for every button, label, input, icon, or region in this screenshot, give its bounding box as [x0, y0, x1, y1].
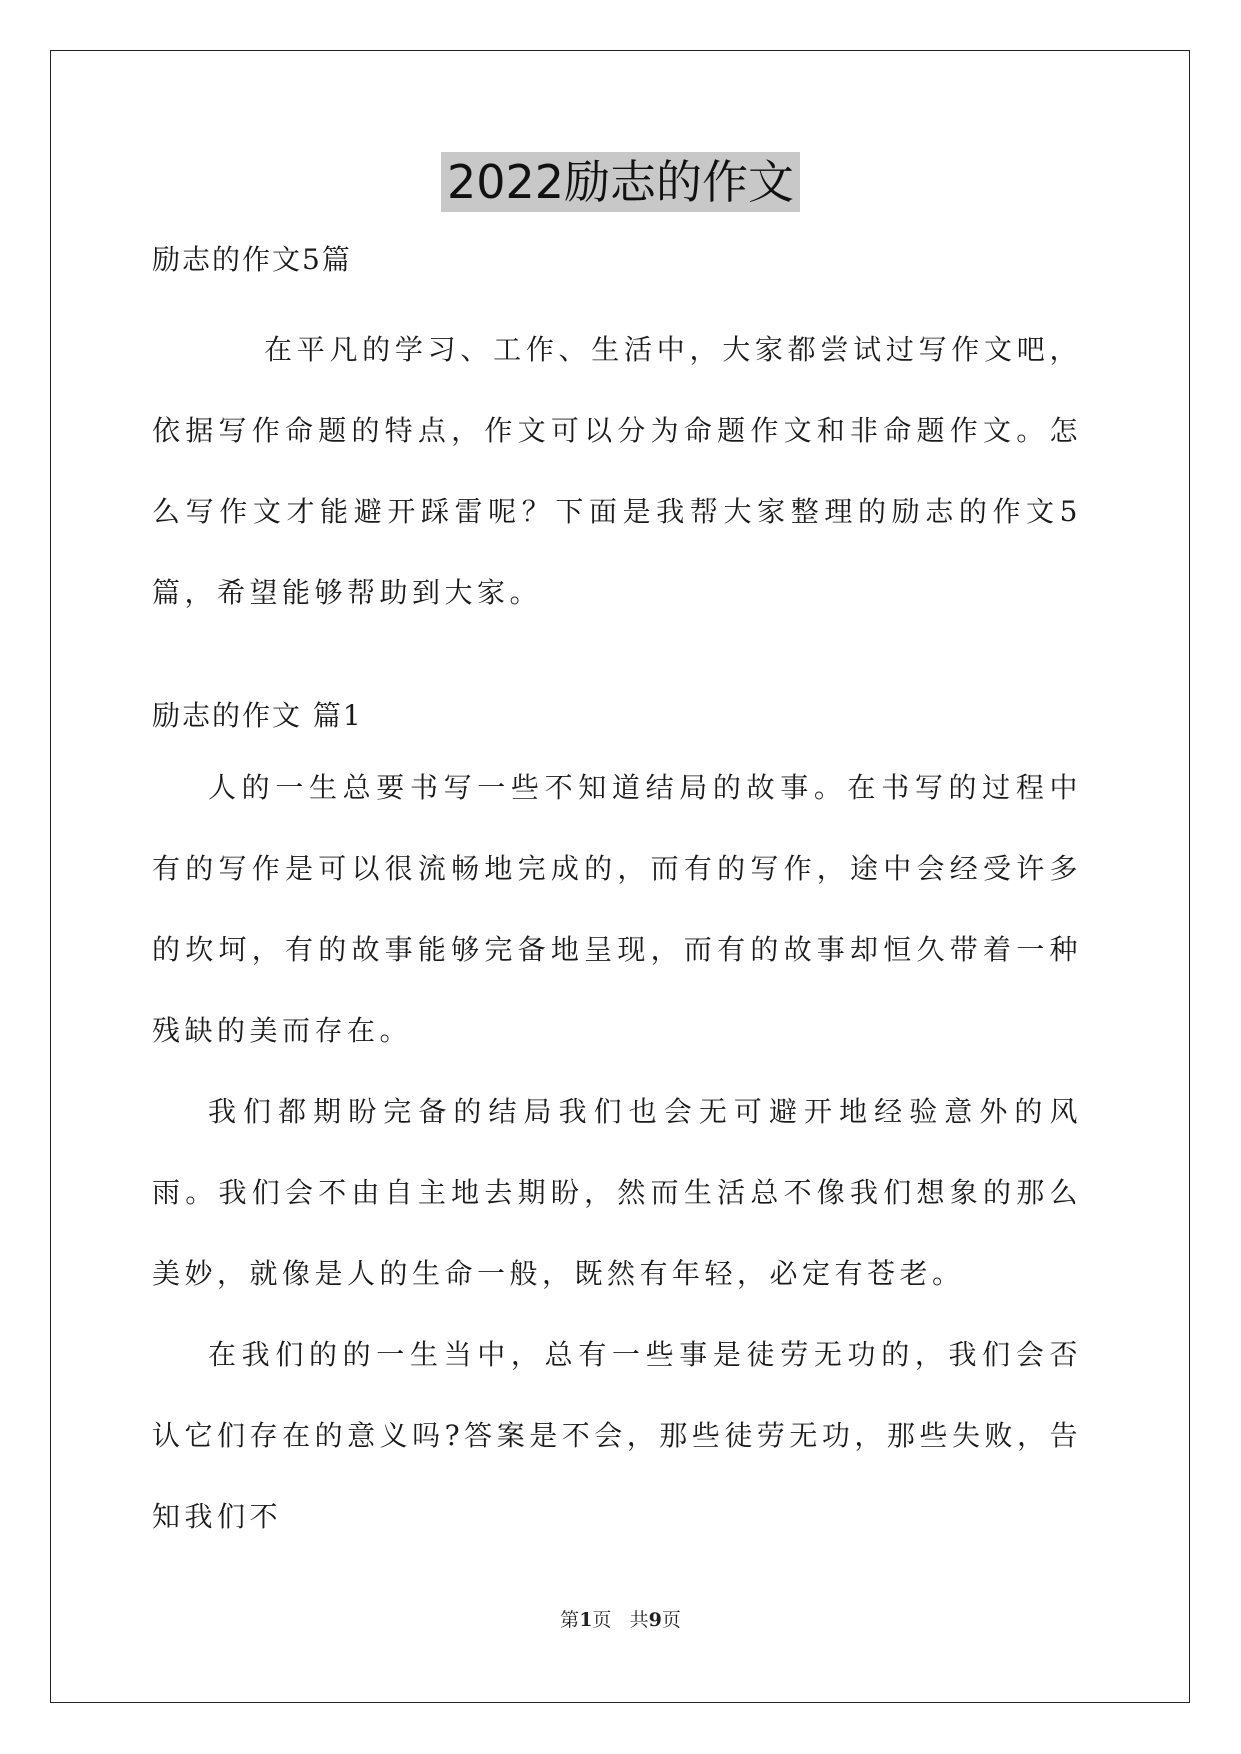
footer-page-suffix: 页 [592, 1609, 612, 1631]
section-heading: 励志的作文 篇1 [152, 699, 363, 732]
footer-page-prefix: 第 [560, 1609, 580, 1631]
document-subtitle: 励志的作文5篇 [152, 243, 352, 276]
body-paragraph: 人的一生总要书写一些不知道结局的故事。在书写的过程中有的写作是可以很流畅地完成的，而有的写作，途中会经受许多的坎坷，有的故事能够完备地呈现，而有的故事却恒久带着一种残缺的美而存在。 [152, 771, 1082, 1047]
footer-total-suffix: 页 [661, 1609, 681, 1631]
page-footer [0, 1605, 1241, 1632]
footer-total-pages: 9 [648, 1609, 662, 1631]
body-paragraph: 我们都期盼完备的结局我们也会无可避开地经验意外的风雨。我们会不由自主地去期盼，然而生活总不像我们想象的那么美妙，就像是人的生命一般，既然有年轻，必定有苍老。 [152, 1095, 1082, 1290]
footer-page-number: 1 [579, 1609, 593, 1631]
footer-total-prefix: 共 [629, 1609, 649, 1631]
body-paragraph: 在我们的的一生当中，总有一些事是徒劳无功的，我们会否认它们存在的意义吗?答案是不会，那些徒劳无功，那些失败，告知我们不 [152, 1338, 1082, 1533]
intro-paragraph: 在平凡的学习、工作、生活中，大家都尝试过写作文吧，依据写作命题的特点，作文可以分为命题作文和非命题作文。怎么写作文才能避开踩雷呢？下面是我帮大家整理的励志的作文5篇，希望能够帮助到大家。 [152, 333, 1082, 609]
document-title: 2022励志的作文 [441, 152, 800, 212]
title-container [0, 152, 1241, 212]
document-body [152, 235, 1082, 1557]
